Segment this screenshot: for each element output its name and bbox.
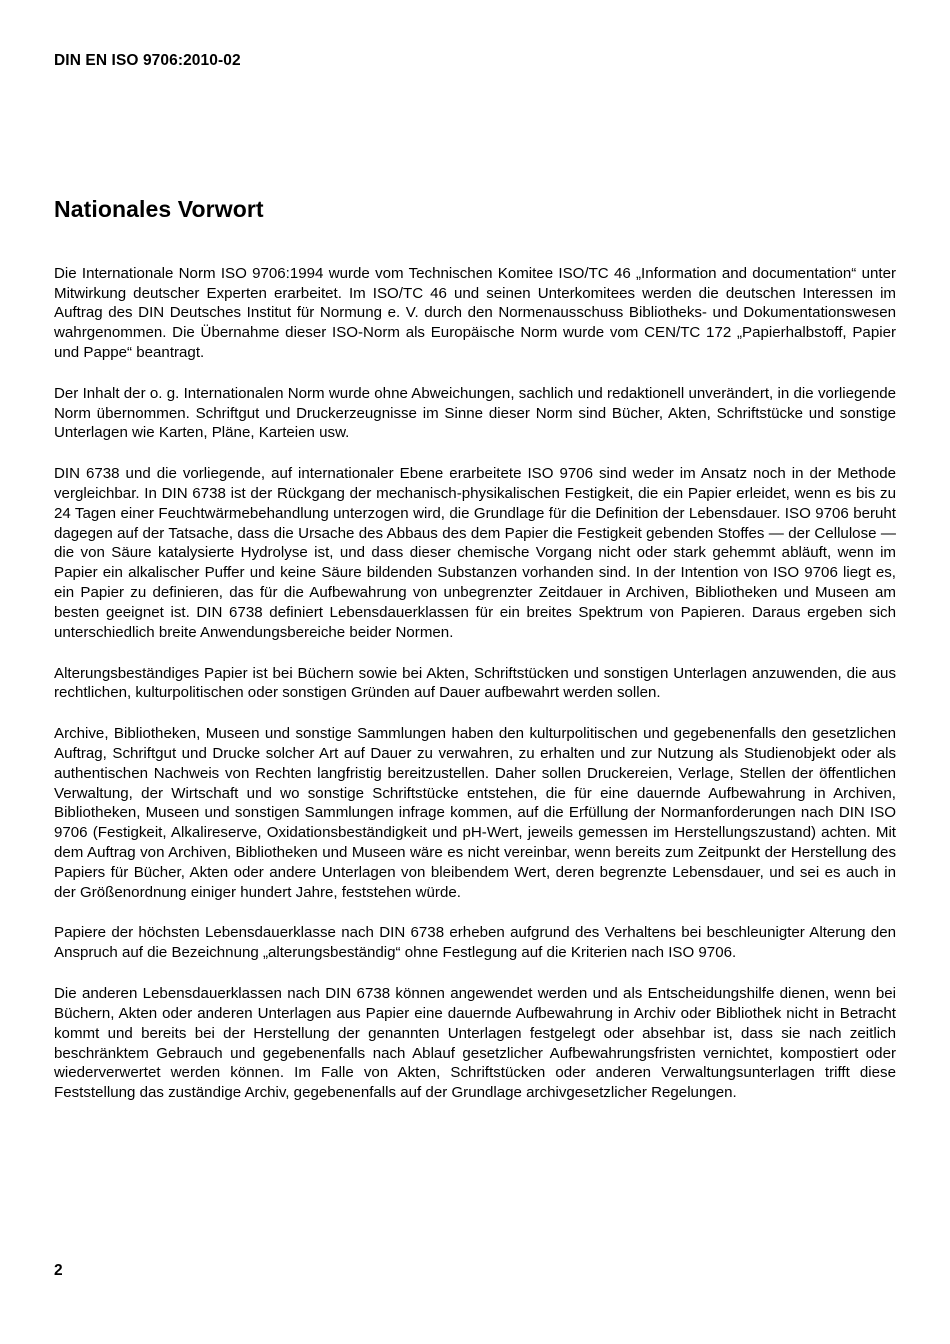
body-paragraph: Papiere der höchsten Lebensdauerklasse nach DIN 6738 erheben aufgrund des Verhaltens bei beschleunigter Alterung den Anspruch auf die Bezeichnung „alterungsbeständig“ ohne Festlegung auf die Kriterien nach ISO 9706.: [54, 924, 896, 962]
body-paragraph: Archive, Bibliotheken, Museen und sonstige Sammlungen haben den kulturpolitischen und gegebenenfalls den gesetzlichen Auftrag, Schriftgut und Drucke solcher Art auf Dauer zu verwahren, zu erhalten und zur Nutzung als Studienobjekt oder als authentischen Nachweis von Rechten langfristig bereitzustellen. Daher sollen Druckereien, Verlage, Stellen der öffentlichen Verwaltung, der Wirtschaft und wo sonstige Schriftstücke entstehen, die für eine dauernde Aufbewahrung in Archiven, Bibliotheken, Museen und sonstigen Sammlungen infrage kommen, auf die Erfüllung der Normanforderungen nach DIN ISO 9706 (Festigkeit, Alkalireserve, Oxidationsbeständigkeit und pH-Wert, jeweils gemessen im Herstellungszustand) achten. Mit dem Auftrag von Archiven, Bibliotheken und Museen wäre es nicht vereinbar, wenn bereits zum Zeitpunkt der Herstellung des Papiers für Bücher, Akten oder andere Unterlagen von bleibendem Wert, deren begrenzte Lebensdauer, und sei es auch in der Größenordnung einiger hundert Jahre, feststehen würde.: [54, 724, 896, 902]
page-content: [54, 196, 896, 1103]
body-paragraph: Der Inhalt der o. g. Internationalen Norm wurde ohne Abweichungen, sachlich und redaktionell unverändert, in die vorliegende Norm übernommen. Schriftgut und Druckerzeugnisse im Sinne dieser Norm sind Bücher, Akten, Schriftstücke und sonstige Unterlagen wie Karten, Pläne, Karteien usw.: [54, 384, 896, 442]
body-paragraph: Die anderen Lebensdauerklassen nach DIN 6738 können angewendet werden und als Entscheidungshilfe dienen, wenn bei Büchern, Akten oder anderen Unterlagen aus Papier eine dauernde Aufbewahrung in Archiv oder Bibliothek nicht in Betracht kommt und bereits bei der Herstellung der genannten Unterlagen festgelegt oder absehbar ist, dass sie nach zeitlich beschränktem Gebrauch und gegebenenfalls nach Ablauf gesetzlicher Aufbewahrungsfristen vernichtet, kompostiert oder wiederverwertet werden können. Im Falle von Akten, Schriftstücken oder anderen Verwaltungsunterlagen trifft diese Feststellung das zuständige Archiv, gegebenenfalls auf der Grundlage archivgesetzlicher Regelungen.: [54, 984, 896, 1102]
standard-identifier-header: DIN EN ISO 9706:2010-02: [54, 52, 241, 69]
body-paragraph: Die Internationale Norm ISO 9706:1994 wurde vom Technischen Komitee ISO/TC 46 „Information and documentation“ unter Mitwirkung deutscher Experten erarbeitet. Im ISO/TC 46 und seinen Unterkomitees werden die deutschen Interessen im Auftrag des DIN Deutsches Institut für Normung e. V. durch den Normenausschuss Bibliotheks- und Dokumentationswesen wahrgenommen. Die Übernahme dieser ISO-Norm als Europäische Norm wurde vom CEN/TC 172 „Papierhalbstoff, Papier und Pappe“ beantragt.: [54, 264, 896, 362]
body-paragraph: DIN 6738 und die vorliegende, auf internationaler Ebene erarbeitete ISO 9706 sind weder im Ansatz noch in der Methode vergleichbar. In DIN 6738 ist der Rückgang der mechanisch-physikalischen Festigkeit, die ein Papier erleidet, wenn es bis zu 24 Tagen einer Feuchtwärmebehandlung unterzogen wird, die Grundlage für die Definition der Lebensdauer. ISO 9706 beruht dagegen auf der Tatsache, dass die Ursache des Abbaus des dem Papier die Festigkeit gebenden Stoffes — der Cellulose — die von Säure katalysierte Hydrolyse ist, und dass dieser chemische Vorgang nicht oder stark gehemmt abläuft, wenn im Papier ein alkalischer Puffer und keine Säure bildenden Substanzen vorhanden sind. In der Intention von ISO 9706 liegt es, ein Papier zu definieren, das für die Aufbewahrung von unbegrenzter Zeitdauer in Archiven, Bibliotheken und Museen am besten geeignet ist. DIN 6738 definiert Lebensdauerklassen für ein breites Spektrum von Papieren. Daraus ergeben sich unterschiedlich breite Anwendungsbereiche beider Normen.: [54, 464, 896, 642]
section-heading-nationales-vorwort: Nationales Vorwort: [54, 196, 264, 222]
page-number: 2: [54, 1262, 63, 1279]
body-paragraph: Alterungsbeständiges Papier ist bei Büchern sowie bei Akten, Schriftstücken und sonstigen Unterlagen anzuwenden, die aus rechtlichen, kulturpolitischen oder sonstigen Gründen auf Dauer aufbewahrt werden sollen.: [54, 664, 896, 702]
